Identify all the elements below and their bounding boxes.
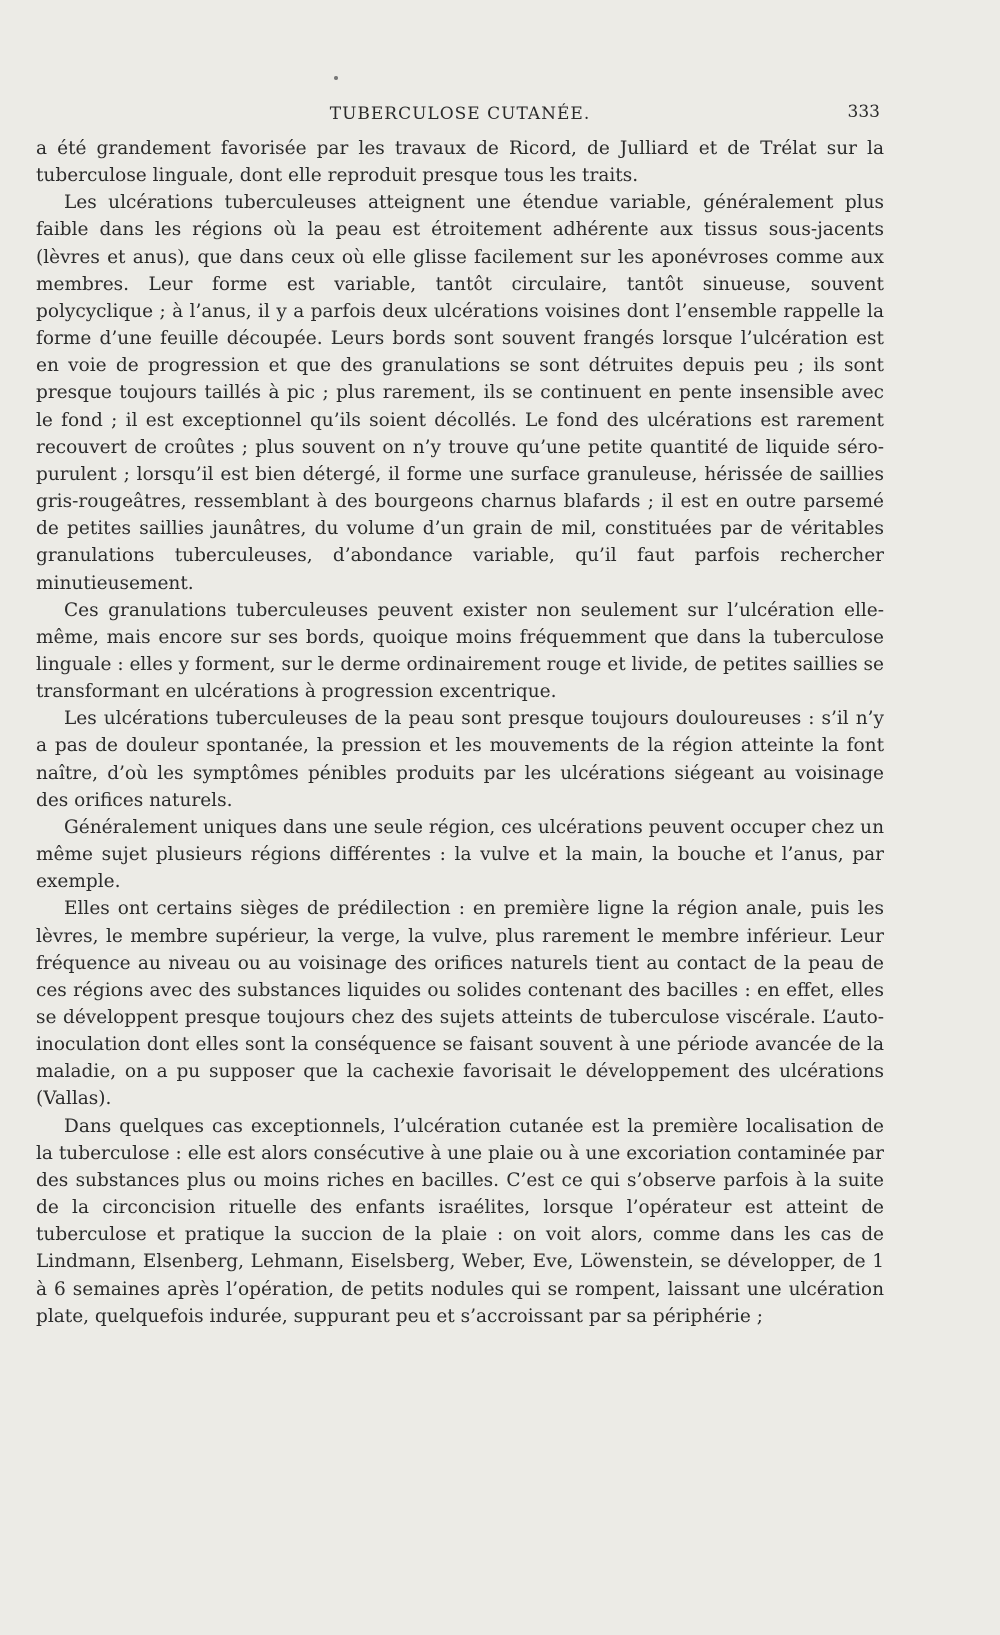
page-header bbox=[40, 100, 880, 130]
paragraph: Dans quelques cas exceptionnels, l’ulcération cutanée est la première localisation de la tuberculose : elle est alors consécutive à une plaie ou à une excoriation contaminée par des substances plus ou moins riches en bacilles. C’est ce qui s’observe parfois à la suite de la circoncision rituelle des enfants israélites, lorsque l’opérateur est atteint de tuberculose et pratique la succion de la plaie : on voit alors, comme dans les cas de Lindmann, Elsenberg, Lehmann, Eiselsberg, Weber, Eve, Löwenstein, se développer, de 1 à 6 semaines après l’opération, de petits nodules qui se rompent, laissant une ulcération plate, quelquefois indurée, suppurant peu et s’accroissant par sa périphérie ; bbox=[36, 1115, 884, 1327]
paragraph: Généralement uniques dans une seule région, ces ulcérations peuvent occuper chez un même sujet plusieurs régions différentes : la vulve et la main, la bouche et l’anus, par exemple. bbox=[36, 816, 884, 893]
print-speck bbox=[334, 76, 338, 80]
running-title: TUBERCULOSE CUTANÉE. bbox=[329, 104, 591, 124]
paragraph-continuation: a été grandement favorisée par les travaux de Ricord, de Julliard et de Trélat sur la tuberculose linguale, dont elle reproduit presque tous les traits. bbox=[36, 138, 884, 187]
body-text bbox=[36, 135, 884, 1330]
paragraph: Ces granulations tuberculeuses peuvent exister non seulement sur l’ulcération elle-même, mais encore sur ses bords, quoique moins fréquemment que dans la tuberculose linguale : elles y forment, sur le derme ordinairement rouge et livide, de petites saillies se transformant en ulcérations à progression excentrique. bbox=[36, 599, 884, 703]
paragraph: Les ulcérations tuberculeuses de la peau sont presque toujours douloureuses : s’il n’y a pas de douleur spontanée, la pression et les mouvements de la région atteinte la font naître, d’où les symptômes pénibles produits par les ulcérations siégeant au voisinage des orifices naturels. bbox=[36, 708, 884, 811]
paragraph: Les ulcérations tuberculeuses atteignent une étendue variable, généralement plus faible dans les régions où la peau est étroitement adhérente aux tissus sous-jacents (lèvres et anus), que dans ceux où elle glisse facilement sur les aponévroses comme aux membres. Leur forme est variable, tantôt circulaire, tantôt sinueuse, souvent polycyclique ; à l’anus, il y a parfois deux ulcérations voisines dont l’ensemble rappelle la forme d’une feuille découpée. Leurs bords sont souvent frangés lorsque l’ulcération est en voie de progression et que des granulations se sont détruites depuis peu ; ils sont presque toujours taillés à pic ; plus rarement, ils se continuent en pente insensible avec le fond ; il est exceptionnel qu’ils soient décollés. Le fond des ulcérations est rarement recouvert de croûtes ; plus souvent on n’y trouve qu’une petite quantité de liquide séro-purulent ; lorsqu’il est bien détergé, il forme une surface granuleuse, hérissée de saillies gris-rougeâtres, ressemblant à des bourgeons charnus blafards ; il est en outre parsemé de petites saillies jaunâtres, du volume d’un grain de mil, constituées par de véritables granulations tuberculeuses, d’abondance variable, qu’il faut parfois rechercher minutieusement. bbox=[36, 192, 884, 594]
page-number: 333 bbox=[847, 102, 880, 122]
paragraph: Elles ont certains sièges de prédilection : en première ligne la région anale, puis les lèvres, le membre supérieur, la verge, la vulve, plus rarement le membre inférieur. Leur fréquence au niveau ou au voisinage des orifices naturels tient au contact de la peau de ces régions avec des substances liquides ou solides contenant des bacilles : en effet, elles se développent presque toujours chez des sujets atteints de tuberculose viscérale. L’auto-inoculation dont elles sont la conséquence se faisant souvent à une période avancée de la maladie, on a pu supposer que la cachexie favorisait le développement des ulcérations (Vallas). bbox=[36, 898, 884, 1110]
